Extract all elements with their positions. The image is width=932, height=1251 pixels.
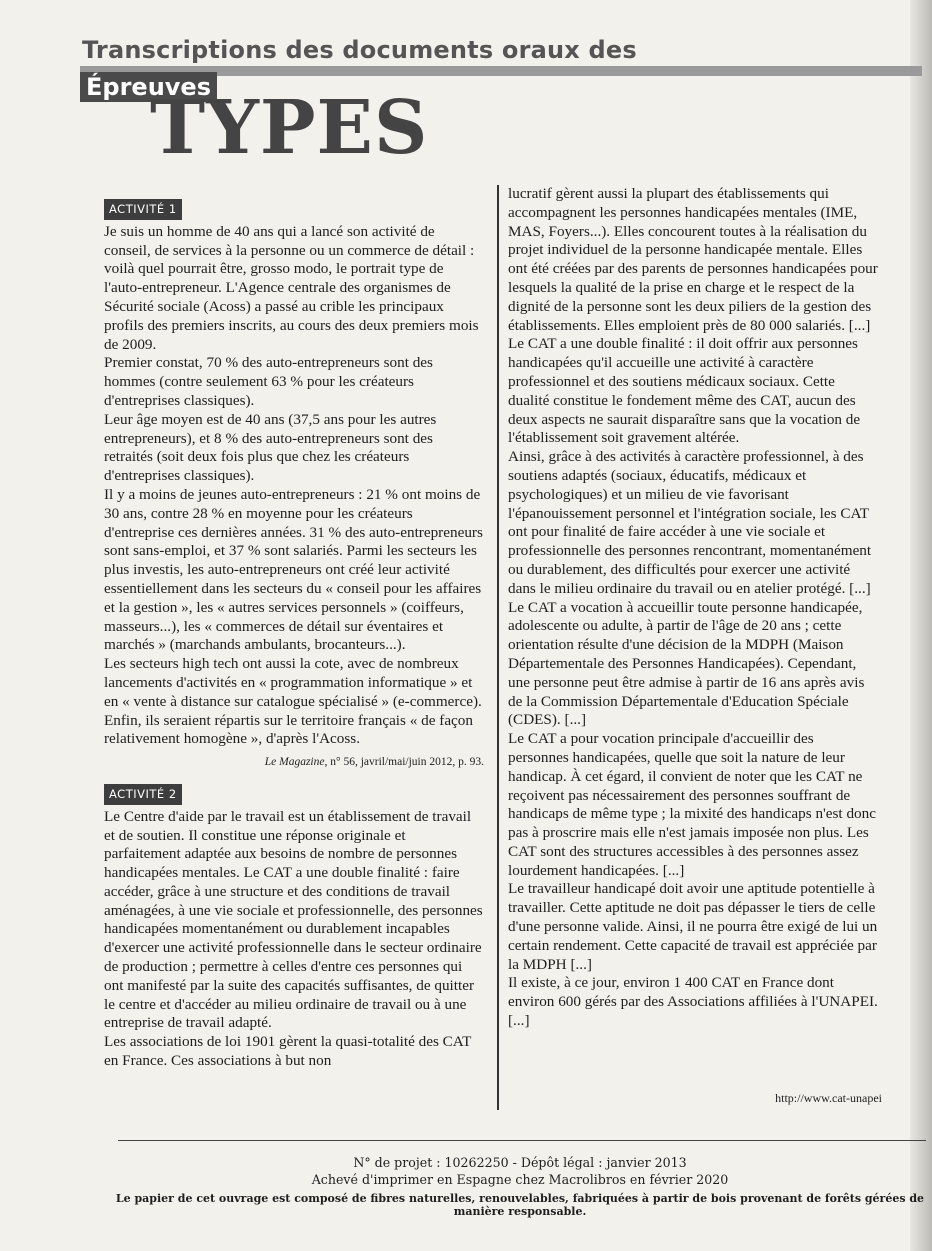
source-magazine: Le Magazine — [264, 756, 325, 769]
page-edge-shadow — [910, 0, 932, 1251]
footer-project-line: N° de projet : 10262250 - Dépôt légal : janvier 2013 — [353, 1155, 687, 1170]
right-column — [508, 185, 878, 1031]
activity-1-paragraph: Leur âge moyen est de 40 ans (37,5 ans pour les autres entrepreneurs), et 8 % des auto-entrepreneurs sont des retraités (soit deux fois plus que chez les créateurs d'entreprises classiques). — [104, 410, 437, 485]
big-title: TYPES — [150, 85, 429, 171]
activity-2-continued-paragraph: lucratif gèrent aussi la plupart des établissements qui accompagnent les personnes handicapées mentales (IME, MAS, Foyers...). Elles concourent toutes à la réalisation du projet individuel de la personne handicapée mentale. Elles ont été créées par des parents de personnes handicapées pour lesquels la qualité de la prise en charge et le respect de la dignité de la personne sont les deux piliers de la gestion des établissements. Elles emploient près de 80 000 salariés. [...] — [508, 185, 878, 334]
activity-2-continued-paragraph: Le CAT a pour vocation principale d'accueillir des personnes handicapées, quelle que soit la nature de leur handicap. À cet égard, il convient de noter que les CAT ne reçoivent pas nécessairement des personnes souffrant de handicaps de même type ; la mixité des handicaps n'est donc pas à proscrire mais elle n'est jamais imposée non plus. Les CAT sont des structures accessibles à des personnes assez lourdement handicapées. [...] — [508, 730, 876, 879]
activity-2-continued-paragraph: Ainsi, grâce à des activités à caractère professionnel, à des soutiens adaptés (sociaux, éducatifs, médicaux et psychologiques) et un milieu de vie favorisant l'épanouissement personnel et l'intégration sociale, les CAT ont pour finalité de faire accéder à une vie sociale et professionnelle des personnes rencontrant, momentanément ou durablement, des difficultés pour exercer une activité dans le milieu ordinaire du travail ou en atelier protégé. [...] — [508, 448, 872, 597]
source-url: http://www.cat-unapei — [775, 1091, 882, 1105]
activity-2-continued-paragraph: Le CAT a vocation à accueillir toute personne handicapée, adolescente ou adulte, à partir de l'âge de 20 ans ; cette orientation résulte d'une décision de la MDPH (Maison Départementale des Personnes Handicapées). Cependant, une personne peut être admise à partir de 16 ans après avis de la Commission Départementale d'Education Spéciale (CDES). [...] — [508, 598, 865, 729]
header-banner: Épreuves — [80, 72, 217, 102]
activity-1-paragraph: Je suis un homme de 40 ans qui a lancé son activité de conseil, de services à la personne ou un commerce de détail : voilà quel pourrait être, grosso modo, le portrait type de l'auto-entrepreneur. L'Agence centrale des organismes de Sécurité sociale (Acoss) a passé au crible les principaux profils des premiers inscrits, au cours des deux premiers mois de 2009. — [104, 222, 479, 353]
source-details: , n° 56, javril/mai/juin 2012, p. 93. — [324, 756, 484, 769]
left-column — [104, 199, 484, 1071]
activity-2-continued-paragraph: Le CAT a une double finalité : il doit offrir aux personnes handicapées qu'il accueille une activité à caractère professionnel et des soutiens médicaux sociaux. Cette dualité constitue le fondement même des CAT, aucun des deux aspects ne saurait disparaître sans que la vocation de l'établissement soit gravement altérée. — [508, 335, 861, 447]
activity-2-paragraph: Le Centre d'aide par le travail est un établissement de travail et de soutien. Il constitue une réponse originale et parfaitement adaptée aux besoins de nombre de personnes handicapées mentales. Le CAT a une double finalité : faire accéder, grâce à une structure et des conditions de travail aménagées, à une vie sociale et professionnelle, des personnes handicapées momentanément ou durablement incapables d'exercer une activité professionnelle dans le secteur ordinaire de production ; permettre à celles d'entre ces personnes qui ont manifesté par la suite des capacités suffisantes, de quitter le centre et d'accéder au milieu ordinaire de travail ou à une entreprise de travail adapté. — [104, 807, 483, 1032]
activity-1-paragraph: Les secteurs high tech ont aussi la cote, avec de nombreux lancements d'activités en « programmation informatique » et en « vente à distance sur catalogue spécialisé » (e-commerce). Enfin, ils seraient répartis sur le territoire français « de façon relativement homogène », d'après l'Acoss. — [104, 655, 482, 748]
activity-1-paragraph: Premier constat, 70 % des auto-entrepreneurs sont des hommes (contre seulement 63 % pour les créateurs d'entreprises classiques). — [104, 354, 433, 409]
activity-1-paragraph: Il y a moins de jeunes auto-entrepreneurs : 21 % ont moins de 30 ans, contre 28 % en moyenne pour les créateurs d'entreprise ces dernières années. 31 % des auto-entrepreneurs sont sans-emploi, et 37 % sont salariés. Parmi les secteurs les plus investis, les auto-entrepreneurs ont créé leur activité essentiellement dans les secteurs du « conseil pour les affaires et la gestion », les « autres services personnels » (coiffeurs, masseurs...), les « commerces de détail sur éventaires et marchés » (marchands ambulants, brocanteurs...). — [104, 485, 483, 654]
activity-2-continued-paragraph: Il existe, à ce jour, environ 1 400 CAT en France dont environ 600 gérés par des Associations affiliées à l'UNAPEI. [...] — [508, 974, 878, 1030]
activity-1-source — [104, 753, 484, 772]
header-title: Transcriptions des documents oraux des — [82, 36, 637, 64]
column-divider — [497, 185, 499, 1110]
activity-1-tag: ACTIVITÉ 1 — [104, 199, 182, 220]
footer-printing-line: Achevé d'imprimer en Espagne chez Macrolibros en février 2020 — [311, 1172, 729, 1187]
footer-rule — [118, 1140, 926, 1141]
activity-2-continued-paragraph: Le travailleur handicapé doit avoir une aptitude potentielle à travailler. Cette aptitude ne doit pas dépasser le tiers de celle d'une personne valide. Ainsi, il ne pourra être exigé de lui un certain rendement. Cette capacité de travail est appréciée par la MDPH [...] — [508, 880, 878, 973]
activity-2-paragraph: Les associations de loi 1901 gèrent la quasi-totalité des CAT en France. Ces associations à but non — [104, 1033, 472, 1070]
footer-paper-note: Le papier de cet ouvrage est composé de fibres naturelles, renouvelables, fabriquées à partir de bois provenant de forêts gérées de manière responsable. — [115, 1192, 925, 1218]
activity-2-tag: ACTIVITÉ 2 — [104, 784, 182, 805]
